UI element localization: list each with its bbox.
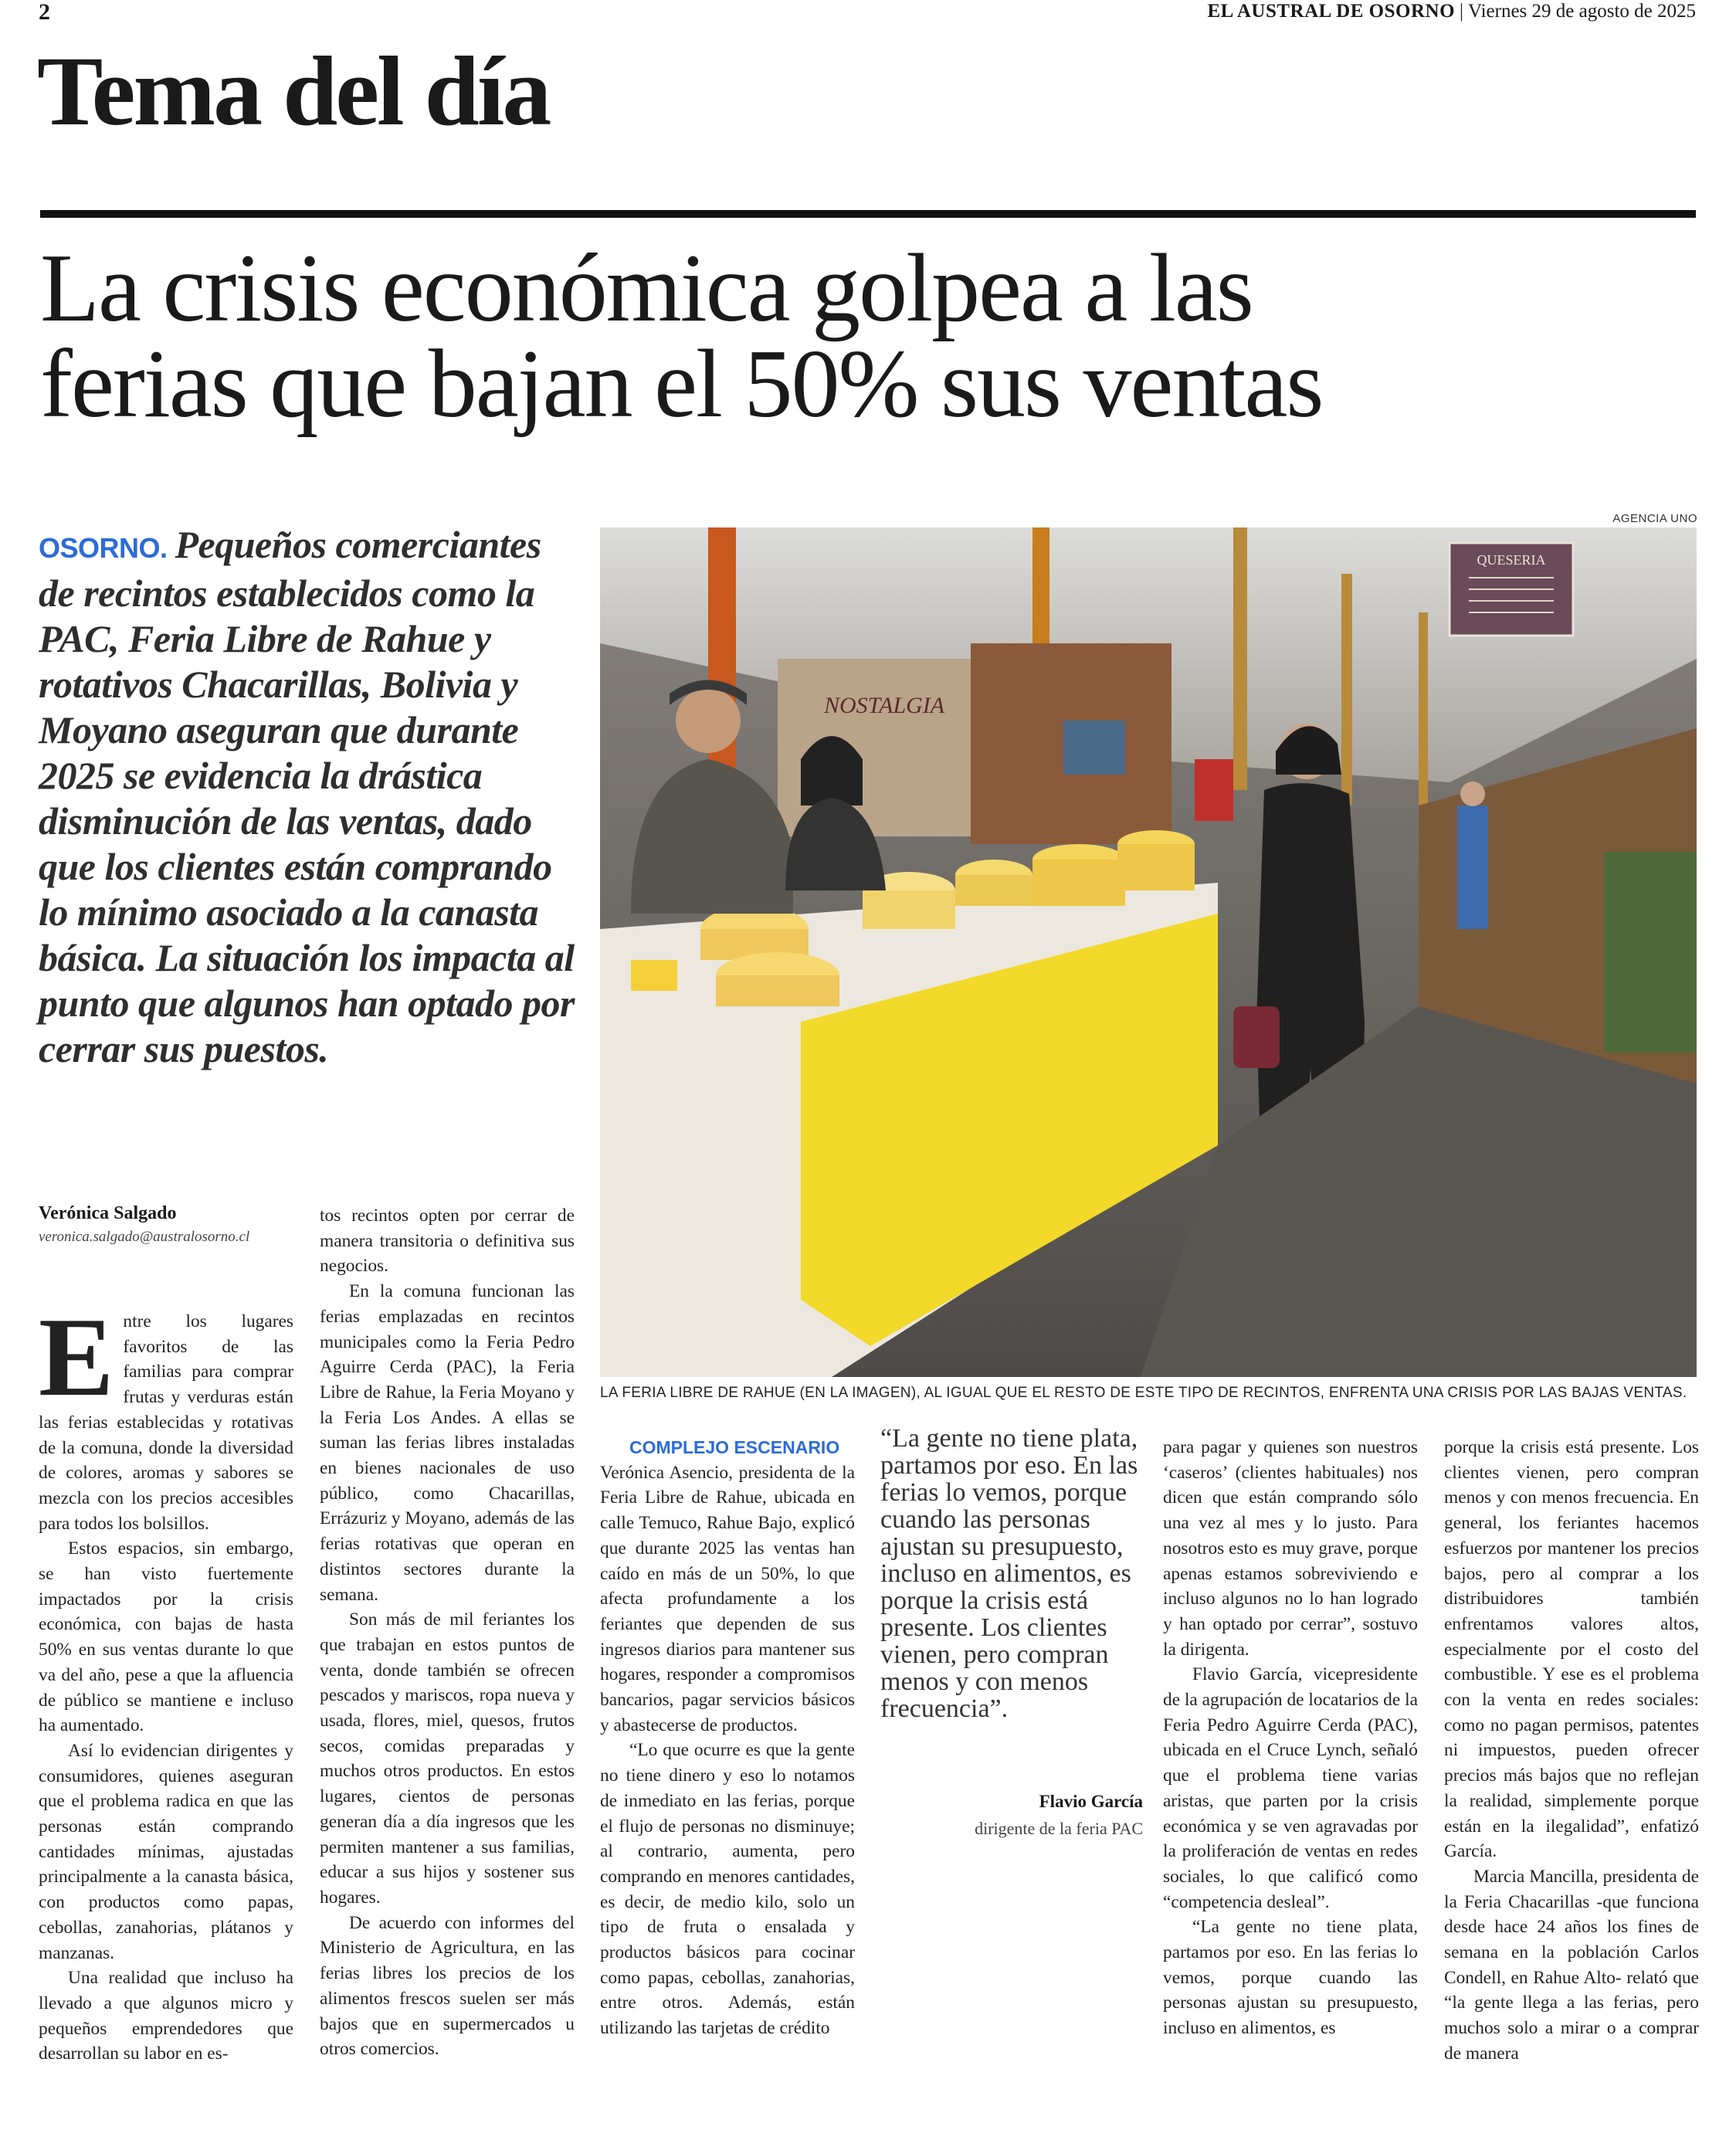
body-paragraph: Son más de mil feriantes los que trabajan en estos puntos de venta, donde también se ofrecen pescados y mariscos, ropa nueva y usada, flores, miel, quesos, frutos secos, comidas preparadas y muchos otros productos. En estos lugares, cientos de personas generan día a día ingresos que les permiten mantener a sus familias, educar a sus hijos y sostener sus hogares. <box>320 1609 575 1908</box>
body-column-3 <box>600 1435 855 2041</box>
pull-quote-author: Flavio García <box>1039 1792 1143 1811</box>
section-rule <box>40 210 1696 218</box>
drop-cap: E <box>39 1294 114 1419</box>
body-column-5 <box>1163 1435 1418 2041</box>
nostalgia-banner <box>778 659 971 836</box>
body-paragraph: Así lo evidencian dirigentes y consumidores, quienes aseguran que el problema radica en que las personas están comprando cantidades mínimas, ajustadas principalmente a la canasta básica, con productos como papas, cebollas, zanahorias, plátanos y manzanas. <box>39 1740 293 1963</box>
body-paragraph: Flavio García, vicepresidente de la agrupación de locatarios de la Feria Pedro Aguirre Cerda (PAC), ubicada en el Cruce Lynch, señaló que el problema tiene varias aristas, que parten por la crisis económica y se ven agravadas por la proliferación de ventas en redes sociales, lo que calificó como “competencia desleal”. <box>1163 1664 1418 1912</box>
body-paragraph: Una realidad que incluso ha llevado a que algunos micro y pequeños emprendedores que desarrollan su labor en es- <box>39 1968 293 2064</box>
page-number: 2 <box>39 0 50 25</box>
paper-name: EL AUSTRAL DE OSORNO <box>1207 1 1456 22</box>
handbag <box>1233 1006 1280 1068</box>
photo-caption: LA FERIA LIBRE DE RAHUE (EN LA IMAGEN), AL IGUAL QUE EL RESTO DE ESTE TIPO DE RECINTOS, ENFRENTA UNA CRISIS POR LAS BAJAS VENTAS. <box>600 1385 1687 1401</box>
dateline: OSORNO. <box>39 532 168 564</box>
body-column-2 <box>320 1203 575 2062</box>
masthead-separator: | <box>1460 1 1464 22</box>
body-paragraph: porque la crisis está presente. Los clientes vienen, pero compran menos y con menos frecuencia. En general, los feriantes hacemos esfuerzos por mantener los precios bajos, pero al comprar a los distribuidores también enfrentamos valores altos, especialmente por el costo del combustible. Y ese es el problema con la venta en redes sociales: como no pagan permisos, patentes ni impuestos, pueden ofrecer precios más bajos que no reflejan la realidad, simplemente porque están en la ilegalidad”, enfatizó García. <box>1444 1437 1699 1862</box>
issue-date: Viernes 29 de agosto de 2025 <box>1468 1 1696 22</box>
body-paragraph: De acuerdo con informes del Ministerio de Agricultura, en las ferias libres los precios de los alimentos frescos suelen ser más bajos que en supermercados u otros comercios. <box>320 1912 575 2060</box>
body-column-1 <box>39 1294 293 2067</box>
lead-text: Pequeños comerciantes de recintos establecidos como la PAC, Feria Libre de Rahue y rotativos Chacarillas, Bolivia y Moyano aseguran que durante 2025 se evidencia la drástica disminución de las ventas, dado que los clientes están comprando lo mínimo asociado a la canasta básica. La situación los impacta al punto que algunos han optado por cerrar sus puestos. <box>39 523 575 1070</box>
body-paragraph: Verónica Asencio, presidenta de la Feria Libre de Rahue, ubicada en calle Temuco, Rahue Bajo, explicó que durante 2025 las ventas han caído en más de un 50%, lo que afecta profundamente a los feriantes que dependen de sus ingresos diarios para mantener sus hogares, responder a compromisos bancarios, pagar servicios básicos y abastecerse de productos. <box>600 1462 855 1735</box>
pull-quote-role: dirigente de la feria PAC <box>975 1819 1143 1838</box>
body-paragraph: En la comuna funcionan las ferias emplazadas en recintos municipales como la Feria Pedro Aguirre Cerda (PAC), la Feria Libre de Rahue, la Feria Moyano y la Feria Los Andes. A ellas se suman las ferias libres instaladas en bienes nacionales de uso público, como Chacarillas, Errázuriz y Moyano, además de las ferias rotativas que operan en distintos sectores durante la semana. <box>320 1281 575 1605</box>
market-photo <box>600 527 1697 1377</box>
section-title: Tema del día <box>37 36 550 146</box>
body-paragraph: Estos espacios, sin embargo, se han visto fuertemente impactados por la crisis económica, con bajas de hasta 50% en sus ventas durante lo que va del año, pese a que la afluencia de público se mantiene e incluso ha aumentado. <box>39 1538 293 1736</box>
lead-paragraph <box>39 522 579 1072</box>
vendor-man <box>676 688 741 753</box>
body-paragraph: tos recintos opten por cerrar de manera transitoria o definitiva sus negocios. <box>320 1206 575 1277</box>
body-paragraph: “La gente no tiene plata, partamos por eso. En las ferias lo vemos, porque cuando las personas ajustan su presupuesto, incluso en alimentos, es <box>1163 1917 1418 2039</box>
market-scene <box>600 527 1697 1377</box>
headline-line-2: ferias que bajan el 50% sus ventas <box>40 331 1323 438</box>
author-email[interactable]: veronica.salgado@australosorno.cl <box>39 1229 250 1245</box>
photo-credit: AGENCIA UNO <box>1612 512 1697 525</box>
body-paragraph: Entre los lugares favoritos de las familias para comprar frutas y verduras están las ferias establecidas y rotativas de la comuna, donde la diversidad de colores, aromas y sabores se mezcla con los precios accesibles para todos los bolsillos. <box>39 1294 293 1534</box>
author-name: Verónica Salgado <box>39 1203 177 1223</box>
body-paragraph: “Lo que ocurre es que la gente no tiene dinero y eso lo notamos de inmediato en las ferias, porque el flujo de personas no disminuye; al contrario, aumenta, pero comprando en menores cantidades, es decir, de medio kilo, solo un tipo de fruta o ensalada y productos básicos para cocinar como papas, cebollas, zanahorias, entre otros. Además, están utilizando las tarjetas de crédito <box>600 1740 855 2039</box>
nostalgia-banner-text: NOSTALGIA <box>824 693 945 718</box>
body-paragraph: para pagar y quienes son nuestros ‘caseros’ (clientes habituales) nos dicen que están comprando sólo una vez al mes y lo justo. Para nosotros esto es muy grave, porque apenas estamos sobreviviendo e incluso algunos no lo han logrado y han optado por cerrar”, sostuvo la dirigenta. <box>1163 1437 1419 1660</box>
headline <box>40 235 1700 438</box>
pull-quote: “La gente no tiene plata, partamos por eso. En las ferias lo vemos, porque cuando las personas ajustan su presupuesto, incluso en alimentos, es porque la crisis está presente. Los clientes vienen, pero compran menos y con menos frecuencia”. <box>880 1424 1138 1723</box>
masthead <box>1208 0 1697 23</box>
queseria-sign-text: QUESERIA <box>1477 552 1546 568</box>
byline <box>39 1203 332 1246</box>
body-paragraph: Marcia Mancilla, presidenta de la Feria Chacarillas -que funciona desde hace 24 años los fines de semana en la población Carlos Condell, en Rahue Alto- relató que “la gente llega a las ferias, pero muchos solo a mirar o a comprar de manera <box>1444 1866 1699 2064</box>
headline-line-1: La crisis económica golpea a las <box>40 235 1253 342</box>
subheading: COMPLEJO ESCENARIO <box>629 1437 840 1457</box>
body-column-6 <box>1444 1435 1699 2067</box>
